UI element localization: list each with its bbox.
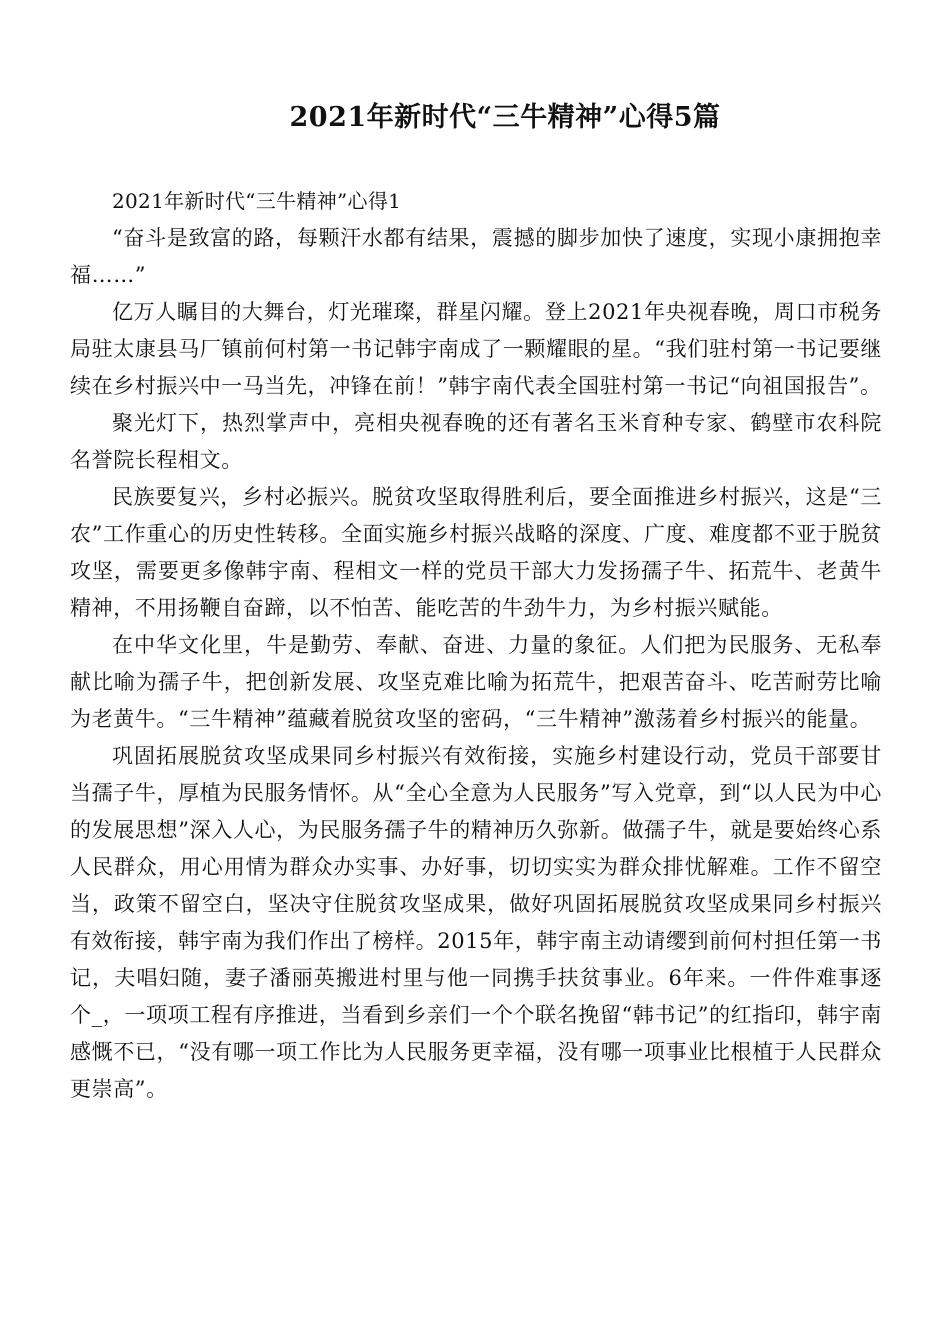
document-body [70, 183, 882, 1108]
document-title: 2021年新时代“三牛精神”心得5篇 [289, 102, 721, 133]
paragraph-spring-gala: 亿万人瞩目的大舞台，灯光璀璨，群星闪耀。登上2021年央视春晚，周口市税务局驻太康县马厂镇前何村第一书记韩宇南成了一颗耀眼的星。“我们驻村第一书记要继续在乡村振兴中一马当先，冲锋在前！”韩宇南代表全国驻村第一书记“向祖国报告”。 [70, 300, 882, 398]
section-heading: 2021年新时代“三牛精神”心得1 [112, 189, 402, 213]
paragraph-rural-revitalization: 民族要复兴，乡村必振兴。脱贫攻坚取得胜利后，要全面推进乡村振兴，这是“三农”工作重心的历史性转移。全面实施乡村振兴战略的深度、广度、难度都不亚于脱贫攻坚，需要更多像韩宇南、程相文一样的党员干部大力发扬孺子牛、拓荒牛、老黄牛精神，不用扬鞭自奋蹄，以不怕苦、能吃苦的牛劲牛力，为乡村振兴赋能。 [70, 485, 882, 620]
paragraph-quote: “奋斗是致富的路，每颗汗水都有结果，震撼的脚步加快了速度，实现小康拥抱幸福……” [70, 226, 882, 287]
paragraph-spotlight: 聚光灯下，热烈掌声中，亮相央视春晚的还有著名玉米育种专家、鹤壁市农科院名誉院长程相文。 [70, 411, 882, 472]
paragraph-serve-people: 巩固拓展脱贫攻坚成果同乡村振兴有效衔接，实施乡村建设行动，党员干部要甘当孺子牛，厚植为民服务情怀。从“全心全意为人民服务”写入党章，到“以人民为中心的发展思想”深入人心，为民服务孺子牛的精神历久弥新。做孺子牛，就是要始终心系人民群众，用心用情为群众办实事、办好事，切切实实为群众排忧解难。工作不留空当，政策不留空白，坚决守住脱贫攻坚成果，做好巩固拓展脱贫攻坚成果同乡村振兴有效衔接，韩宇南为我们作出了榜样。2015年，韩宇南主动请缨到前何村担任第一书记，夫唱妇随，妻子潘丽英搬进村里与他一同携手扶贫事业。6年来。一件件难事逐个_，一项项工程有序推进，当看到乡亲们一个个联名挽留“韩书记”的红指印，韩宇南感慨不已，“没有哪一项工作比为人民服务更幸福，没有哪一项事业比根植于人民群众更崇高”。 [70, 744, 882, 1101]
paragraph-ox-symbolism: 在中华文化里，牛是勤劳、奉献、奋进、力量的象征。人们把为民服务、无私奉献比喻为孺子牛，把创新发展、攻坚克难比喻为拓荒牛，把艰苦奋斗、吃苦耐劳比喻为老黄牛。“三牛精神”蕴藏着脱贫攻坚的密码，“三牛精神”激荡着乡村振兴的能量。 [70, 633, 882, 731]
